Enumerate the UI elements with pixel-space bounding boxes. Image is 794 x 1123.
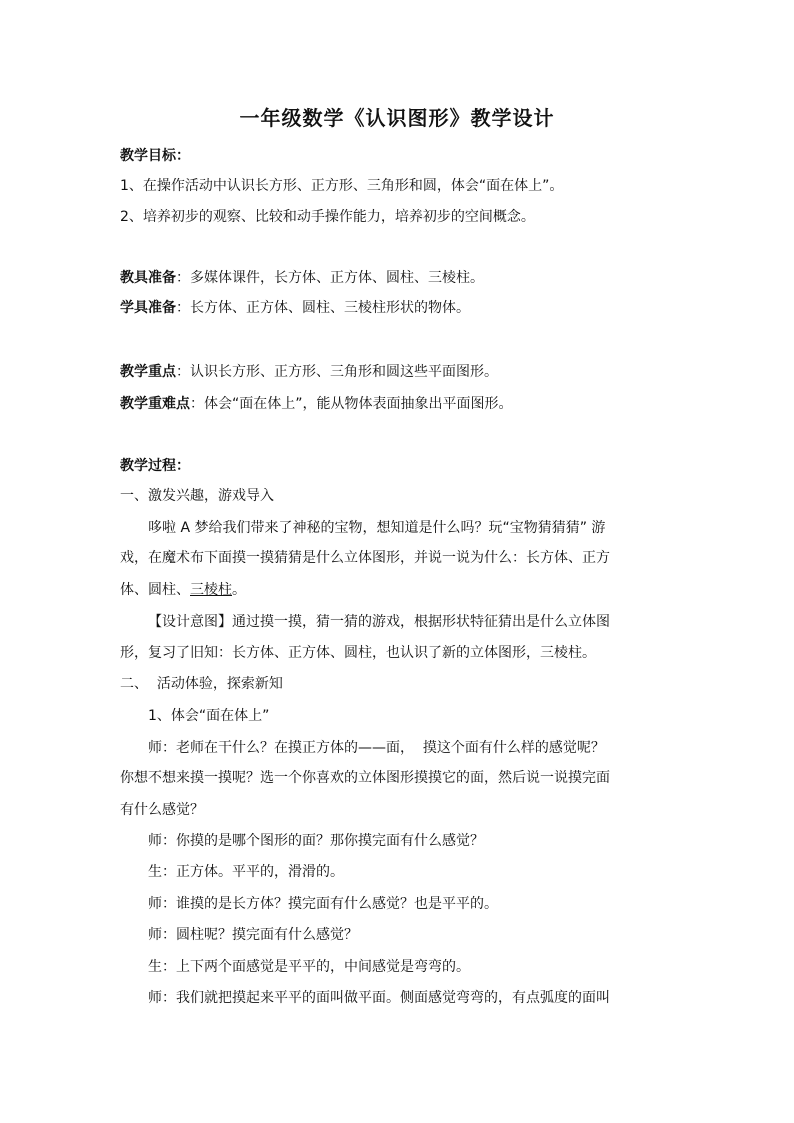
dialogue-6: 生：上下两个面感觉是平平的，中间感觉是弯弯的。 xyxy=(148,959,470,975)
dialogue-1-line-3: 有什么感觉？ xyxy=(120,802,204,818)
student-prep-line xyxy=(120,298,676,318)
process-heading: 教学过程： xyxy=(120,458,190,474)
objectives-heading: 教学目标： xyxy=(120,148,190,164)
difficulty-line xyxy=(120,394,676,414)
design-intent-line-2: 形，复习了旧知：长方体、正方体、圆柱，也认识了新的立体图形，三棱柱。 xyxy=(120,645,596,661)
subsection-1-title: 1、体会“面在体上” xyxy=(148,708,270,724)
document-title: 一年级数学《认识图形》教学设计 xyxy=(239,106,555,130)
student-prep-text: ：长方体、正方体、圆柱、三棱柱形状的物体。 xyxy=(176,300,470,316)
section-1-title: 一、激发兴趣，游戏导入 xyxy=(120,488,274,504)
paragraph-1-line-3 xyxy=(120,580,676,600)
teacher-prep-label: 教具准备 xyxy=(120,270,176,286)
dialogue-2: 师：你摸的是哪个图形的面？那你摸完面有什么感觉？ xyxy=(148,833,484,849)
dialogue-5: 师：圆柱呢？摸完面有什么感觉？ xyxy=(148,927,358,943)
difficulty-label: 教学重难点 xyxy=(120,396,190,412)
key-point-text: ：认识长方形、正方形、三角形和圆这些平面图形。 xyxy=(176,364,498,380)
dialogue-3: 生：正方体。平平的，滑滑的。 xyxy=(148,864,344,880)
difficulty-text: ：体会“面在体上”，能从物体表面抽象出平面图形。 xyxy=(190,396,513,412)
dialogue-4: 师：谁摸的是长方体？摸完面有什么感觉？也是平平的。 xyxy=(148,896,498,912)
section-2-title: 二、 活动体验，探索新知 xyxy=(120,676,283,692)
dialogue-1-line-2: 你想不想来摸一摸呢？选一个你喜欢的立体图形摸摸它的面，然后说一说摸完面 xyxy=(120,770,610,786)
dialogue-1-line-1: 师：老师在干什么？在摸正方体的——面， 摸这个面有什么样的感觉呢？ xyxy=(148,740,605,756)
key-point-line xyxy=(120,362,676,382)
dialogue-7: 师：我们就把摸起来平平的面叫做平面。侧面感觉弯弯的，有点弧度的面叫 xyxy=(148,990,610,1006)
paragraph-1-line-2: 戏，在魔术布下面摸一摸猜猜是什么立体图形，并说一说为什么：长方体、正方 xyxy=(120,550,610,566)
paragraph-1-line-3-end: 。 xyxy=(232,582,246,598)
objective-item-1: 1、在操作活动中认识长方形、正方形、三角形和圆，体会“面在体上”。 xyxy=(120,178,564,194)
student-prep-label: 学具准备 xyxy=(120,300,176,316)
teacher-prep-line xyxy=(120,268,676,288)
teacher-prep-text: ：多媒体课件，长方体、正方体、圆柱、三棱柱。 xyxy=(176,270,484,286)
objective-item-2: 2、培养初步的观察、比较和动手操作能力，培养初步的空间概念。 xyxy=(120,209,535,225)
paragraph-1-line-3-text: 体、圆柱、 xyxy=(120,582,190,598)
underlined-term: 三棱柱 xyxy=(190,582,232,598)
key-point-label: 教学重点 xyxy=(120,364,176,380)
design-intent-line-1: 【设计意图】通过摸一摸，猜一猜的游戏，根据形状特征猜出是什么立体图 xyxy=(148,614,610,630)
paragraph-1-line-1: 哆啦 A 梦给我们带来了神秘的宝物，想知道是什么吗？玩“宝物猜猜猜” 游 xyxy=(148,520,606,536)
